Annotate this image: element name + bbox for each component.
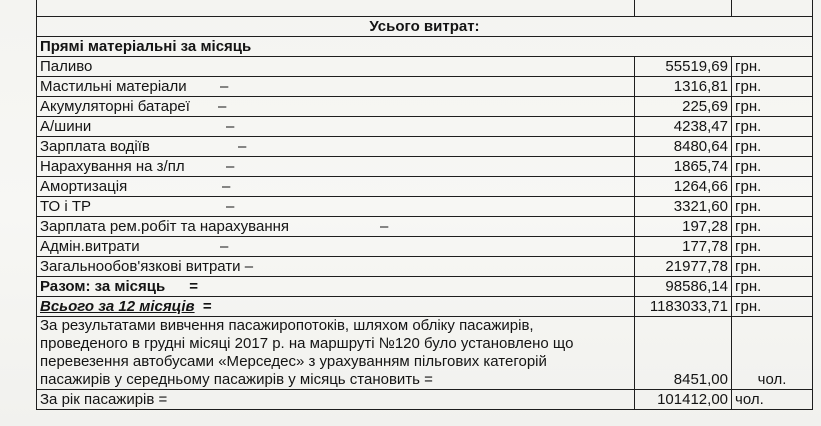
passenger-note [37,317,635,390]
expense-unit: грн. [732,57,813,77]
section-heading-row [37,37,813,57]
expense-label: А/шини – [37,117,635,137]
expense-value: 3321,60 [635,197,732,217]
total-month-row [37,277,813,297]
total-year-value: 1183033,71 [635,297,732,317]
table-row [37,97,813,117]
expense-unit: грн. [732,157,813,177]
expense-value: 177,78 [635,237,732,257]
passengers-year-label: За рік пасажирів = [37,390,635,410]
cost-table [36,0,813,410]
expense-value: 55519,69 [635,57,732,77]
expense-label: Паливо [37,57,635,77]
passengers-month-value: 8451,00 [635,317,732,390]
expense-unit: грн. [732,237,813,257]
section-heading: Прямі матеріальні за місяць [37,37,813,57]
passengers-year-value: 101412,00 [635,390,732,410]
expense-value: 197,28 [635,217,732,237]
passenger-note-row [37,317,813,390]
expense-value: 1316,81 [635,77,732,97]
table-title: Усього витрат: [37,17,813,37]
expense-unit: грн. [732,217,813,237]
expense-unit: грн. [732,77,813,97]
expense-unit: грн. [732,177,813,197]
table-row [37,57,813,77]
expense-label: Акумуляторні батареї – [37,97,635,117]
expense-label: Амортизація – [37,177,635,197]
passenger-note-line: проведеного в грудні місяці 2017 р. на маршруті №120 було установлено що [40,335,574,352]
expense-unit: грн. [732,97,813,117]
expense-label: ТО і ТР – [37,197,635,217]
title-row [37,17,813,37]
expense-value: 1264,66 [635,177,732,197]
total-month-value: 98586,14 [635,277,732,297]
passengers-year-row [37,390,813,410]
expense-value: 225,69 [635,97,732,117]
passenger-note-line: За результатами вивчення пасажиропотоків, шляхом обліку пасажирів, [40,317,534,334]
expense-label: Мастильні матеріали – [37,77,635,97]
expense-unit: грн. [732,257,813,277]
table-row [37,117,813,137]
table-row [37,197,813,217]
total-year-label: Всього за 12 місяців = [37,297,635,317]
expense-unit: грн. [732,117,813,137]
table-row [37,217,813,237]
expense-label: Загальнообов'язкові витрати – [37,257,635,277]
expense-label: Зарплата рем.робіт та нарахування – [37,217,635,237]
table-row [37,237,813,257]
table-row [37,177,813,197]
expense-unit: грн. [732,197,813,217]
table-row [37,77,813,97]
expense-label: Зарплата водіїв – [37,137,635,157]
passengers-year-unit: чол. [732,390,813,410]
expense-label: Адмін.витрати – [37,237,635,257]
table-row [37,157,813,177]
total-year-unit: грн. [732,297,813,317]
top-strip-row [37,0,813,17]
expense-value: 8480,64 [635,137,732,157]
table-row [37,137,813,157]
passenger-note-line: перевезення автобусами «Мерседес» з урахуванням пільгових категорій [40,353,547,370]
expense-value: 1865,74 [635,157,732,177]
table-row [37,257,813,277]
expense-value: 21977,78 [635,257,732,277]
expense-value: 4238,47 [635,117,732,137]
passenger-note-line: пасажирів у середньому пасажирів у місяць становить = [40,371,433,388]
total-month-label: Разом: за місяць = [37,277,635,297]
passengers-month-unit: чол. [732,317,813,390]
total-year-row [37,297,813,317]
total-month-unit: грн. [732,277,813,297]
expense-label: Нарахування на з/пл – [37,157,635,177]
expense-unit: грн. [732,137,813,157]
